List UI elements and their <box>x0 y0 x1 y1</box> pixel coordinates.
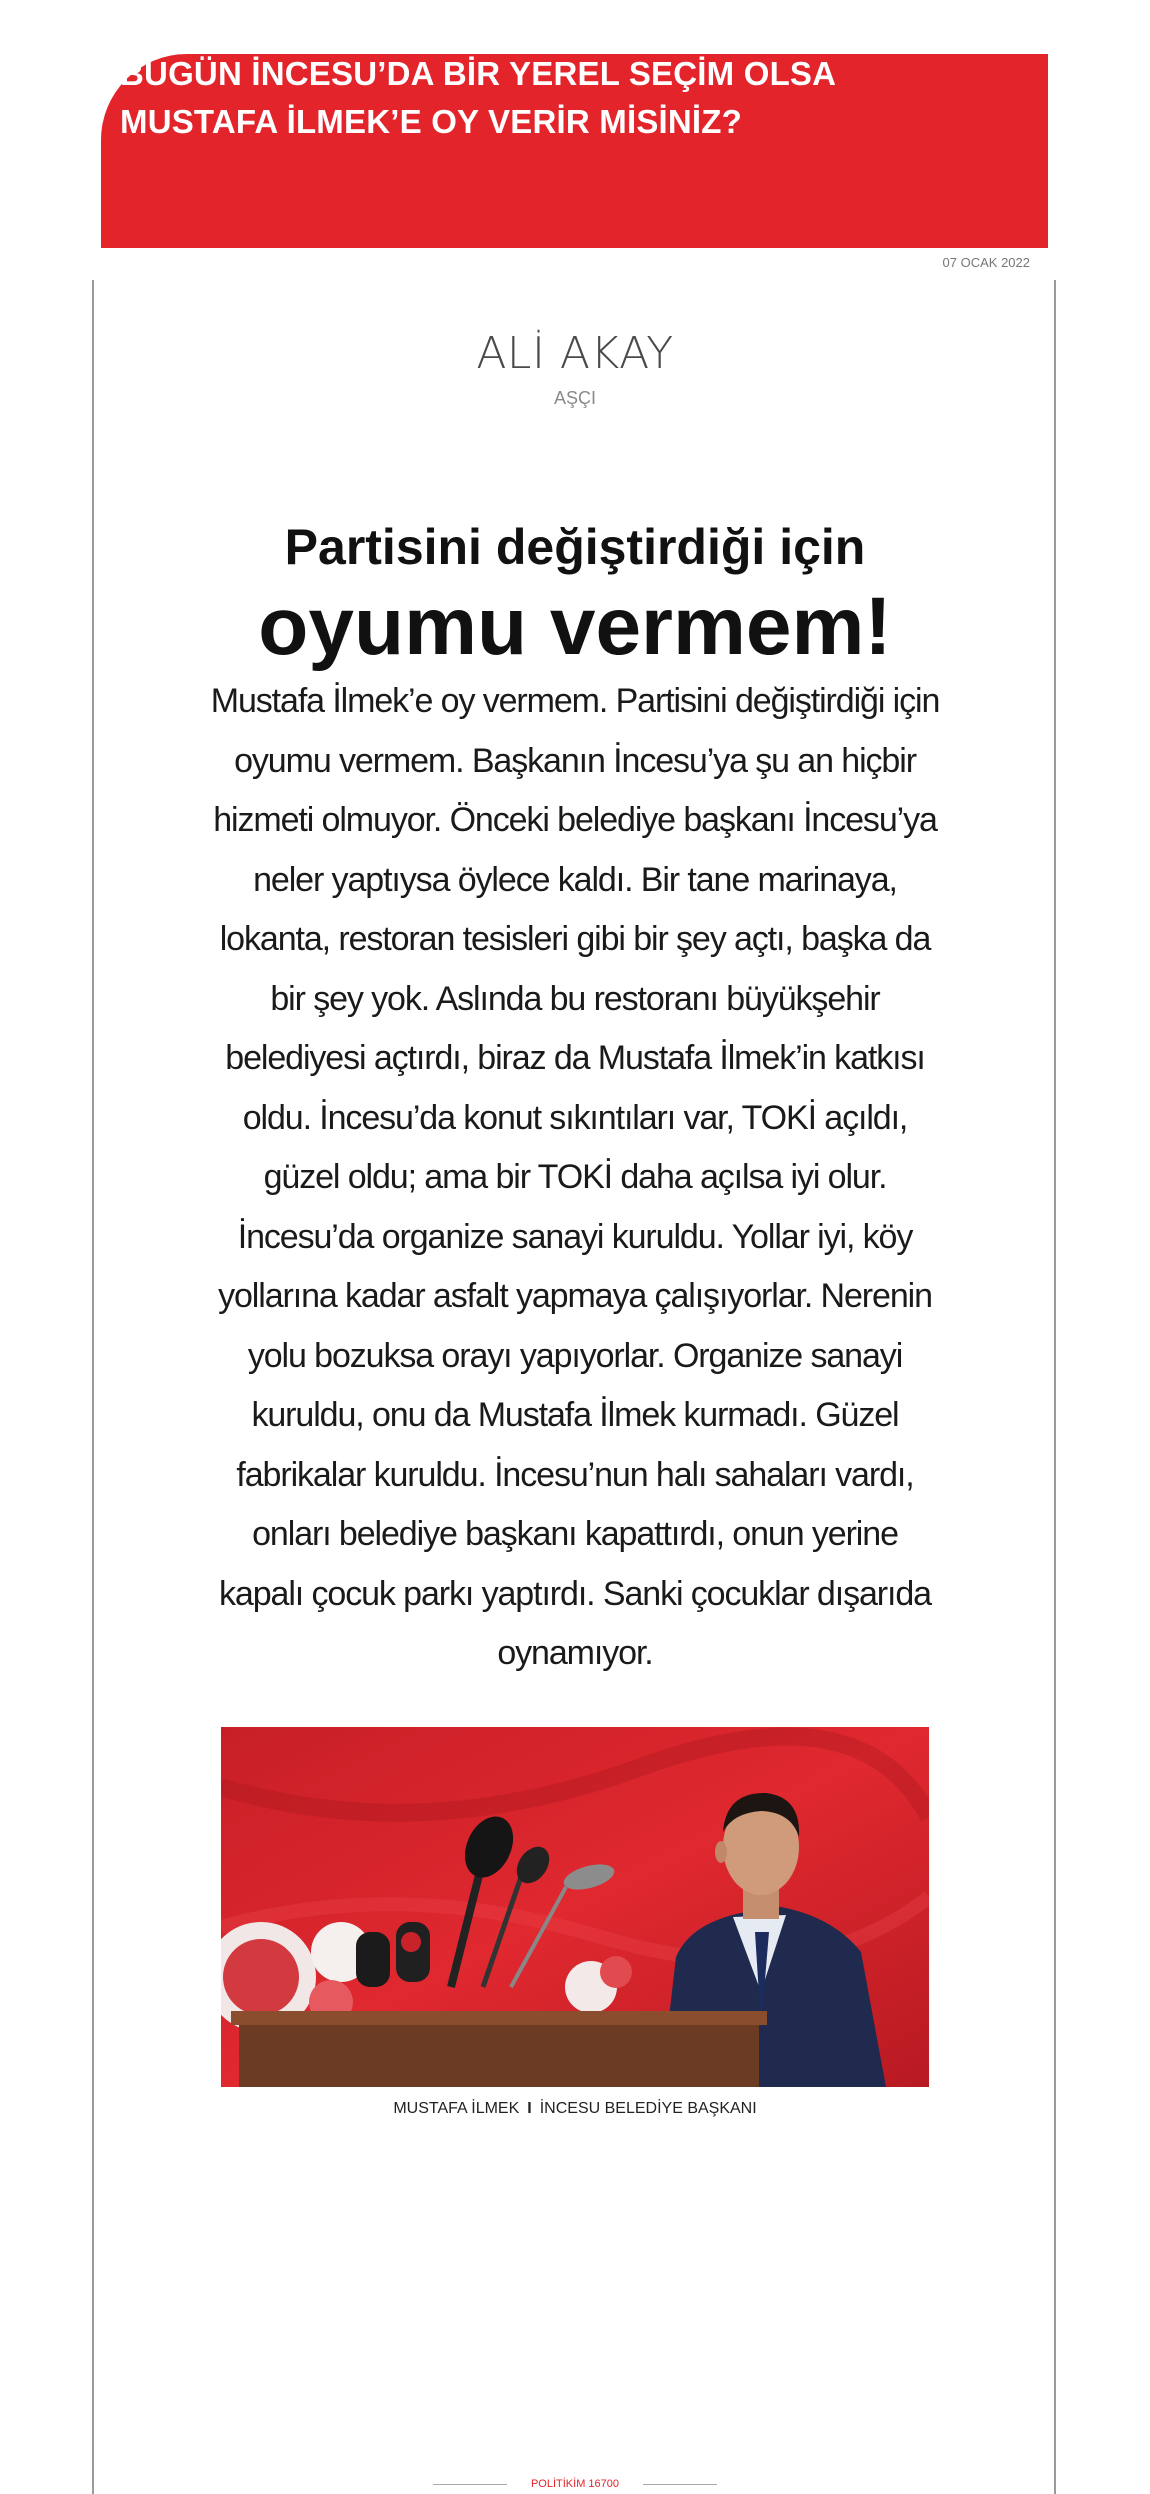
author-name: ALİ AKAY <box>476 328 674 379</box>
article-headline-line-2: oyumu vermem! <box>258 581 892 672</box>
title-line-1: BUGÜN İNCESU’DA BİR YEREL SEÇİM OLSA <box>120 55 837 92</box>
author-role: AŞÇI <box>553 388 596 408</box>
publish-date: 07 OCAK 2022 <box>942 255 1030 270</box>
caption-title: İNCESU BELEDİYE BAŞKANI <box>539 2100 757 2117</box>
title-line-2: MUSTAFA İLMEK’E OY VERİR MİSİNİZ? <box>120 103 743 140</box>
photo-caption <box>0 2100 1150 2118</box>
article-body: Mustafa İlmek’e oy vermem. Partisini değiştirdiği için oyumu vermem. Başkanın İncesu’ya şu an hiçbir hizmeti olmuyor. Önceki belediye başkanı İncesu’ya neler yaptıysa öylece kaldı. Bir tane marinaya, lokanta, restoran tesisleri gibi bir şey açtı, başka da bir şey yok. Aslında bu restoranı büyükşehir belediyesi açtırdı, biraz da Mustafa İlmek’in katkısı oldu. İncesu’da konut sıkıntıları var, TOKİ açıldı, güzel oldu; ama bir TOKİ daha açılsa iyi olur. İncesu’da organize sanayi kuruldu. Yollar iyi, köy yollarına kadar asfalt yapmaya çalışıyorlar. Nerenin yolu bozuksa orayı yapıyorlar. Organize sanayi kuruldu, onu da Mustafa İlmek kurmadı. Güzel fabrikalar kuruldu. İncesu’nun halı sahaları vardı, onları belediye başkanı kapattırdı, onun yerine kapalı çocuk parkı yaptırdı. Sanki çocuklar dışarıda oynamıyor. <box>210 682 940 1672</box>
article-headline-line-1: Partisini değiştirdiği için <box>284 519 866 575</box>
mayor-photo <box>221 1727 929 2087</box>
podium-speech-illustration <box>221 1727 929 2087</box>
page-title <box>120 50 836 146</box>
footer-publication: POLİTİKİM 16700 <box>530 2478 620 2490</box>
caption-name: MUSTAFA İLMEK <box>393 2100 520 2117</box>
caption-separator: I <box>527 2100 532 2117</box>
